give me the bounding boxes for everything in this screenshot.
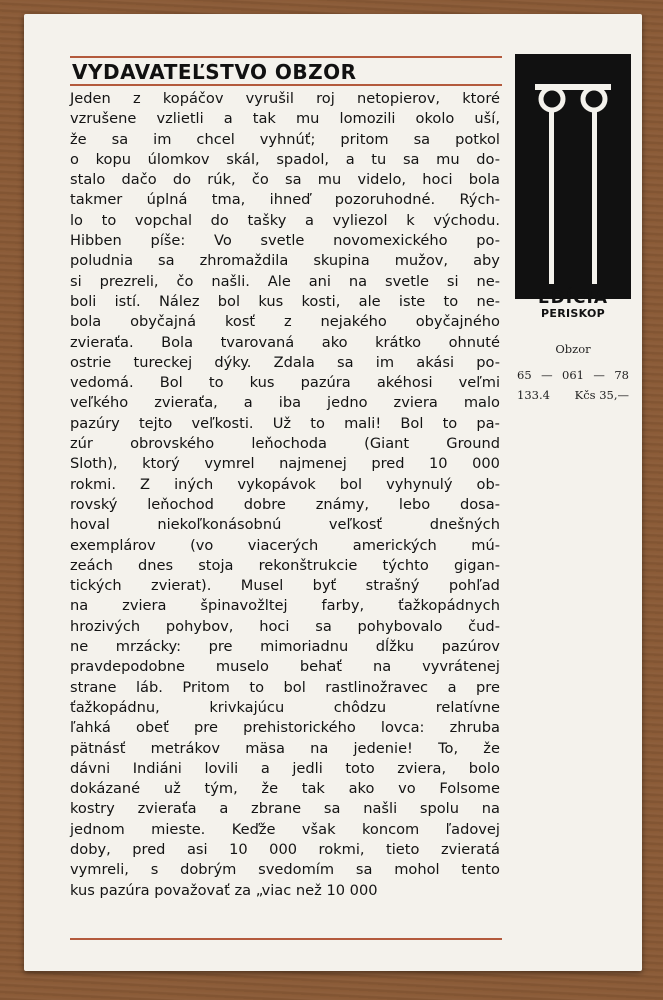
price-line bbox=[515, 385, 631, 405]
blurb-line: Hibben píše: Vo svetle novomexického po- bbox=[70, 232, 500, 250]
blurb-line: pätnásť metrákov mäsa na jedenie! To, že bbox=[70, 739, 500, 757]
blurb-line: tických zvierat). Musel byť strašný pohľad bbox=[70, 577, 500, 595]
code-b: 061 bbox=[562, 368, 584, 382]
blurb-line: jednom mieste. Keďže však koncom ľadovej bbox=[70, 820, 500, 838]
blurb-line: ťažkopádnu, krivkajúcu chôdzu relatívne bbox=[70, 698, 500, 716]
blurb-line: poludnia sa zhromaždila skupina mužov, aby bbox=[70, 252, 500, 270]
publisher-name: Obzor bbox=[555, 342, 591, 356]
blurb-line: že sa im chcel vyhnúť; pritom sa potkol bbox=[70, 130, 500, 148]
blurb-line: zúr obrovského leňochoda (Giant Ground bbox=[70, 435, 500, 453]
blurb-line: hoval niekoľkonásobnú veľkosť dnešných bbox=[70, 516, 500, 534]
code-a: 65 bbox=[517, 368, 532, 382]
header-bottom-rule bbox=[70, 84, 502, 86]
column-emblem-icon bbox=[515, 54, 631, 299]
blurb-line: kostry zvieraťa a zbrane sa našli spolu na bbox=[70, 800, 500, 818]
blurb-line: zeách dnes stoja rekonštrukcie týchto gigan- bbox=[70, 556, 500, 574]
blurb-line: vymreli, s dobrým svedomím sa mohol tento bbox=[70, 861, 500, 879]
blurb-line: takmer úplná tma, ihneď pozoruhodné. Rých- bbox=[70, 191, 500, 209]
blurb-line: pazúry tejto veľkosti. Už to mali! Bol to pa- bbox=[70, 414, 500, 432]
classification-number: 133.4 bbox=[517, 388, 550, 402]
code-dash-1: — bbox=[541, 368, 553, 382]
blurb-text bbox=[70, 89, 500, 901]
blurb-line: bola obyčajná kosť z nejakého obyčajného bbox=[70, 313, 500, 331]
code-c: 78 bbox=[614, 368, 629, 382]
blurb-line: strane láb. Pritom to bol rastlinožravec a pre bbox=[70, 678, 500, 696]
blurb-line: boli istí. Nález bol kus kosti, ale iste to ne- bbox=[70, 292, 500, 310]
blurb-line: si prezreli, čo našli. Ale ani na svetle si ne- bbox=[70, 272, 500, 290]
blurb-line: vedomá. Bol to kus pazúra akéhosi veľmi bbox=[70, 374, 500, 392]
price: Kčs 35,— bbox=[574, 388, 629, 402]
blurb-line: zvieraťa. Bola tvarovaná ako krátko ohnuté bbox=[70, 333, 500, 351]
series-logo bbox=[515, 54, 631, 299]
blurb-line: kus pazúra považovať za „viac než 10 000 bbox=[70, 881, 378, 899]
blurb-line: na zviera špinavožltej farby, ťažkopádnych bbox=[70, 597, 500, 615]
footer-rule bbox=[70, 938, 502, 940]
blurb-line: rokmi. Z iných vykopávok bol vyhynulý ob- bbox=[70, 475, 500, 493]
blurb-line: doby, pred asi 10 000 rokmi, tieto zvieratá bbox=[70, 840, 500, 858]
blurb-line: Jeden z kopáčov vyrušil roj netopierov, ktoré bbox=[70, 90, 500, 107]
blurb-line: o kopu úlomkov skál, spadol, a tu sa mu do- bbox=[70, 150, 500, 168]
blurb-line: pravdepodobne muselo behať na vyvrátenej bbox=[70, 658, 500, 676]
catalog-codes bbox=[515, 365, 631, 405]
blurb-line: stalo dačo do rúk, čo sa mu videlo, hoci bola bbox=[70, 171, 500, 189]
blurb-line: dávni Indiáni lovili a jedli toto zviera, bolo bbox=[70, 759, 500, 777]
series-line-1: EDÍCIA bbox=[537, 288, 608, 308]
blurb-line: ne mrzácky: pre mimoriadnu dĺžku pazúrov bbox=[70, 638, 500, 656]
blurb-line: dokázané už tým, že tak ako vo Folsome bbox=[70, 780, 500, 798]
blurb-line: ľahká obeť pre prehistorického lovca: zhruba bbox=[70, 719, 500, 737]
blurb-line: hrozivých pohybov, hoci sa pohybovalo čud- bbox=[70, 617, 500, 635]
code-dash-2: — bbox=[593, 368, 605, 382]
blurb-line: exemplárov (vo viacerých amerických mú- bbox=[70, 536, 500, 554]
book-back-cover bbox=[24, 14, 642, 971]
blurb-line: ostrie tureckej dýky. Zdala sa im akási po- bbox=[70, 353, 500, 371]
series-name bbox=[515, 288, 631, 320]
blurb-line: vzrušene vzlietli a tak mu lomozili okolo uší, bbox=[70, 110, 500, 128]
blurb-line: veľkého zvieraťa, a iba jedno zviera malo bbox=[70, 394, 500, 412]
catalog-code-line bbox=[515, 365, 631, 385]
blurb-line: Sloth), ktorý vymrel najmenej pred 10 000 bbox=[70, 455, 500, 473]
blurb-line: rovský leňochod dobre známy, lebo dosa- bbox=[70, 495, 500, 513]
series-line-2: PERISKOP bbox=[541, 307, 605, 320]
header-top-rule bbox=[70, 56, 502, 58]
blurb-line: lo to vopchal do tašky a vyliezol k východu. bbox=[70, 211, 500, 229]
publisher-heading: VYDAVATEĽSTVO OBZOR bbox=[72, 60, 357, 84]
